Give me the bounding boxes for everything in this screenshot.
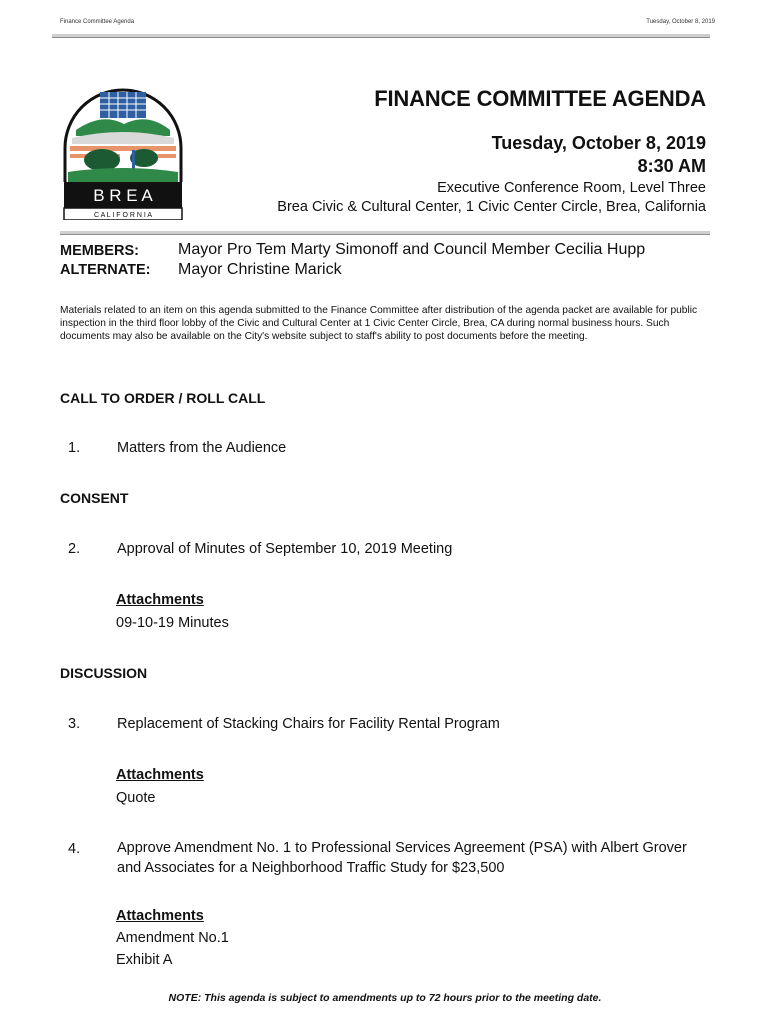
agenda-title: FINANCE COMMITTEE AGENDA	[374, 86, 706, 111]
members-label: MEMBERS:	[60, 243, 139, 259]
section-divider	[60, 231, 710, 235]
item-3-attachments-heading: Attachments	[116, 767, 204, 783]
running-header-title: Finance Committee Agenda	[60, 19, 135, 25]
item-2-number: 2.	[68, 541, 81, 557]
item-3-number: 3.	[68, 716, 81, 732]
item-4-number: 4.	[68, 841, 81, 857]
section-discussion: DISCUSSION	[60, 665, 148, 681]
alternate-label: ALTERNATE:	[60, 262, 151, 278]
item-4-attachment-exhibit[interactable]: Exhibit A	[116, 952, 173, 968]
item-4-text: Approve Amendment No. 1 to Professional Services Agreement (PSA) with Albert Grover and Associates for a Neighborhood Traffic Study for $23,500	[117, 840, 687, 876]
item-2-text: Approval of Minutes of September 10, 2019 Meeting	[117, 541, 453, 557]
item-3-text: Replacement of Stacking Chairs for Facility Rental Program	[117, 716, 500, 732]
section-consent: CONSENT	[60, 490, 129, 506]
header-divider	[52, 34, 710, 38]
logo-sky-grid	[100, 92, 146, 118]
item-2-attachments-heading: Attachments	[116, 592, 204, 608]
section-call-to-order: CALL TO ORDER / ROLL CALL	[60, 390, 266, 406]
brea-city-logo	[62, 86, 184, 220]
item-1-number: 1.	[68, 440, 81, 456]
footer-note: NOTE: This agenda is subject to amendments up to 72 hours prior to the meeting date.	[168, 992, 602, 1004]
members-value: Mayor Pro Tem Marty Simonoff and Council Member Cecilia Hupp	[178, 241, 646, 258]
alternate-value: Mayor Christine Marick	[178, 261, 342, 278]
logo-name-sub: C A L I F O R N I A	[93, 212, 153, 219]
item-3-attachment-quote[interactable]: Quote	[116, 790, 156, 806]
meeting-time: 8:30 AM	[637, 156, 706, 176]
item-4-attachment-amendment[interactable]: Amendment No.1	[116, 930, 229, 946]
logo-name-main: B R E A	[93, 186, 153, 205]
item-4-attachments-heading: Attachments	[116, 908, 204, 924]
meeting-address: Brea Civic & Cultural Center, 1 Civic Center Circle, Brea, California	[277, 199, 706, 215]
running-header-date: Tuesday, October 8, 2019	[646, 19, 715, 25]
materials-notice: Materials related to an item on this agenda submitted to the Finance Committee after distribution of the agenda packet are available for public inspection in the third floor lobby of the Civic and Cultural Center at 1 Civic Center Circle, Brea, CA during normal business hours. Such documents may also be available on the City's website subject to staff's ability to post documents before the meeting.	[60, 305, 698, 342]
meeting-date: Tuesday, October 8, 2019	[491, 133, 706, 153]
item-2-attachment-minutes[interactable]: 09-10-19 Minutes	[116, 615, 229, 631]
meeting-room: Executive Conference Room, Level Three	[437, 180, 706, 196]
item-1-text: Matters from the Audience	[117, 440, 287, 456]
